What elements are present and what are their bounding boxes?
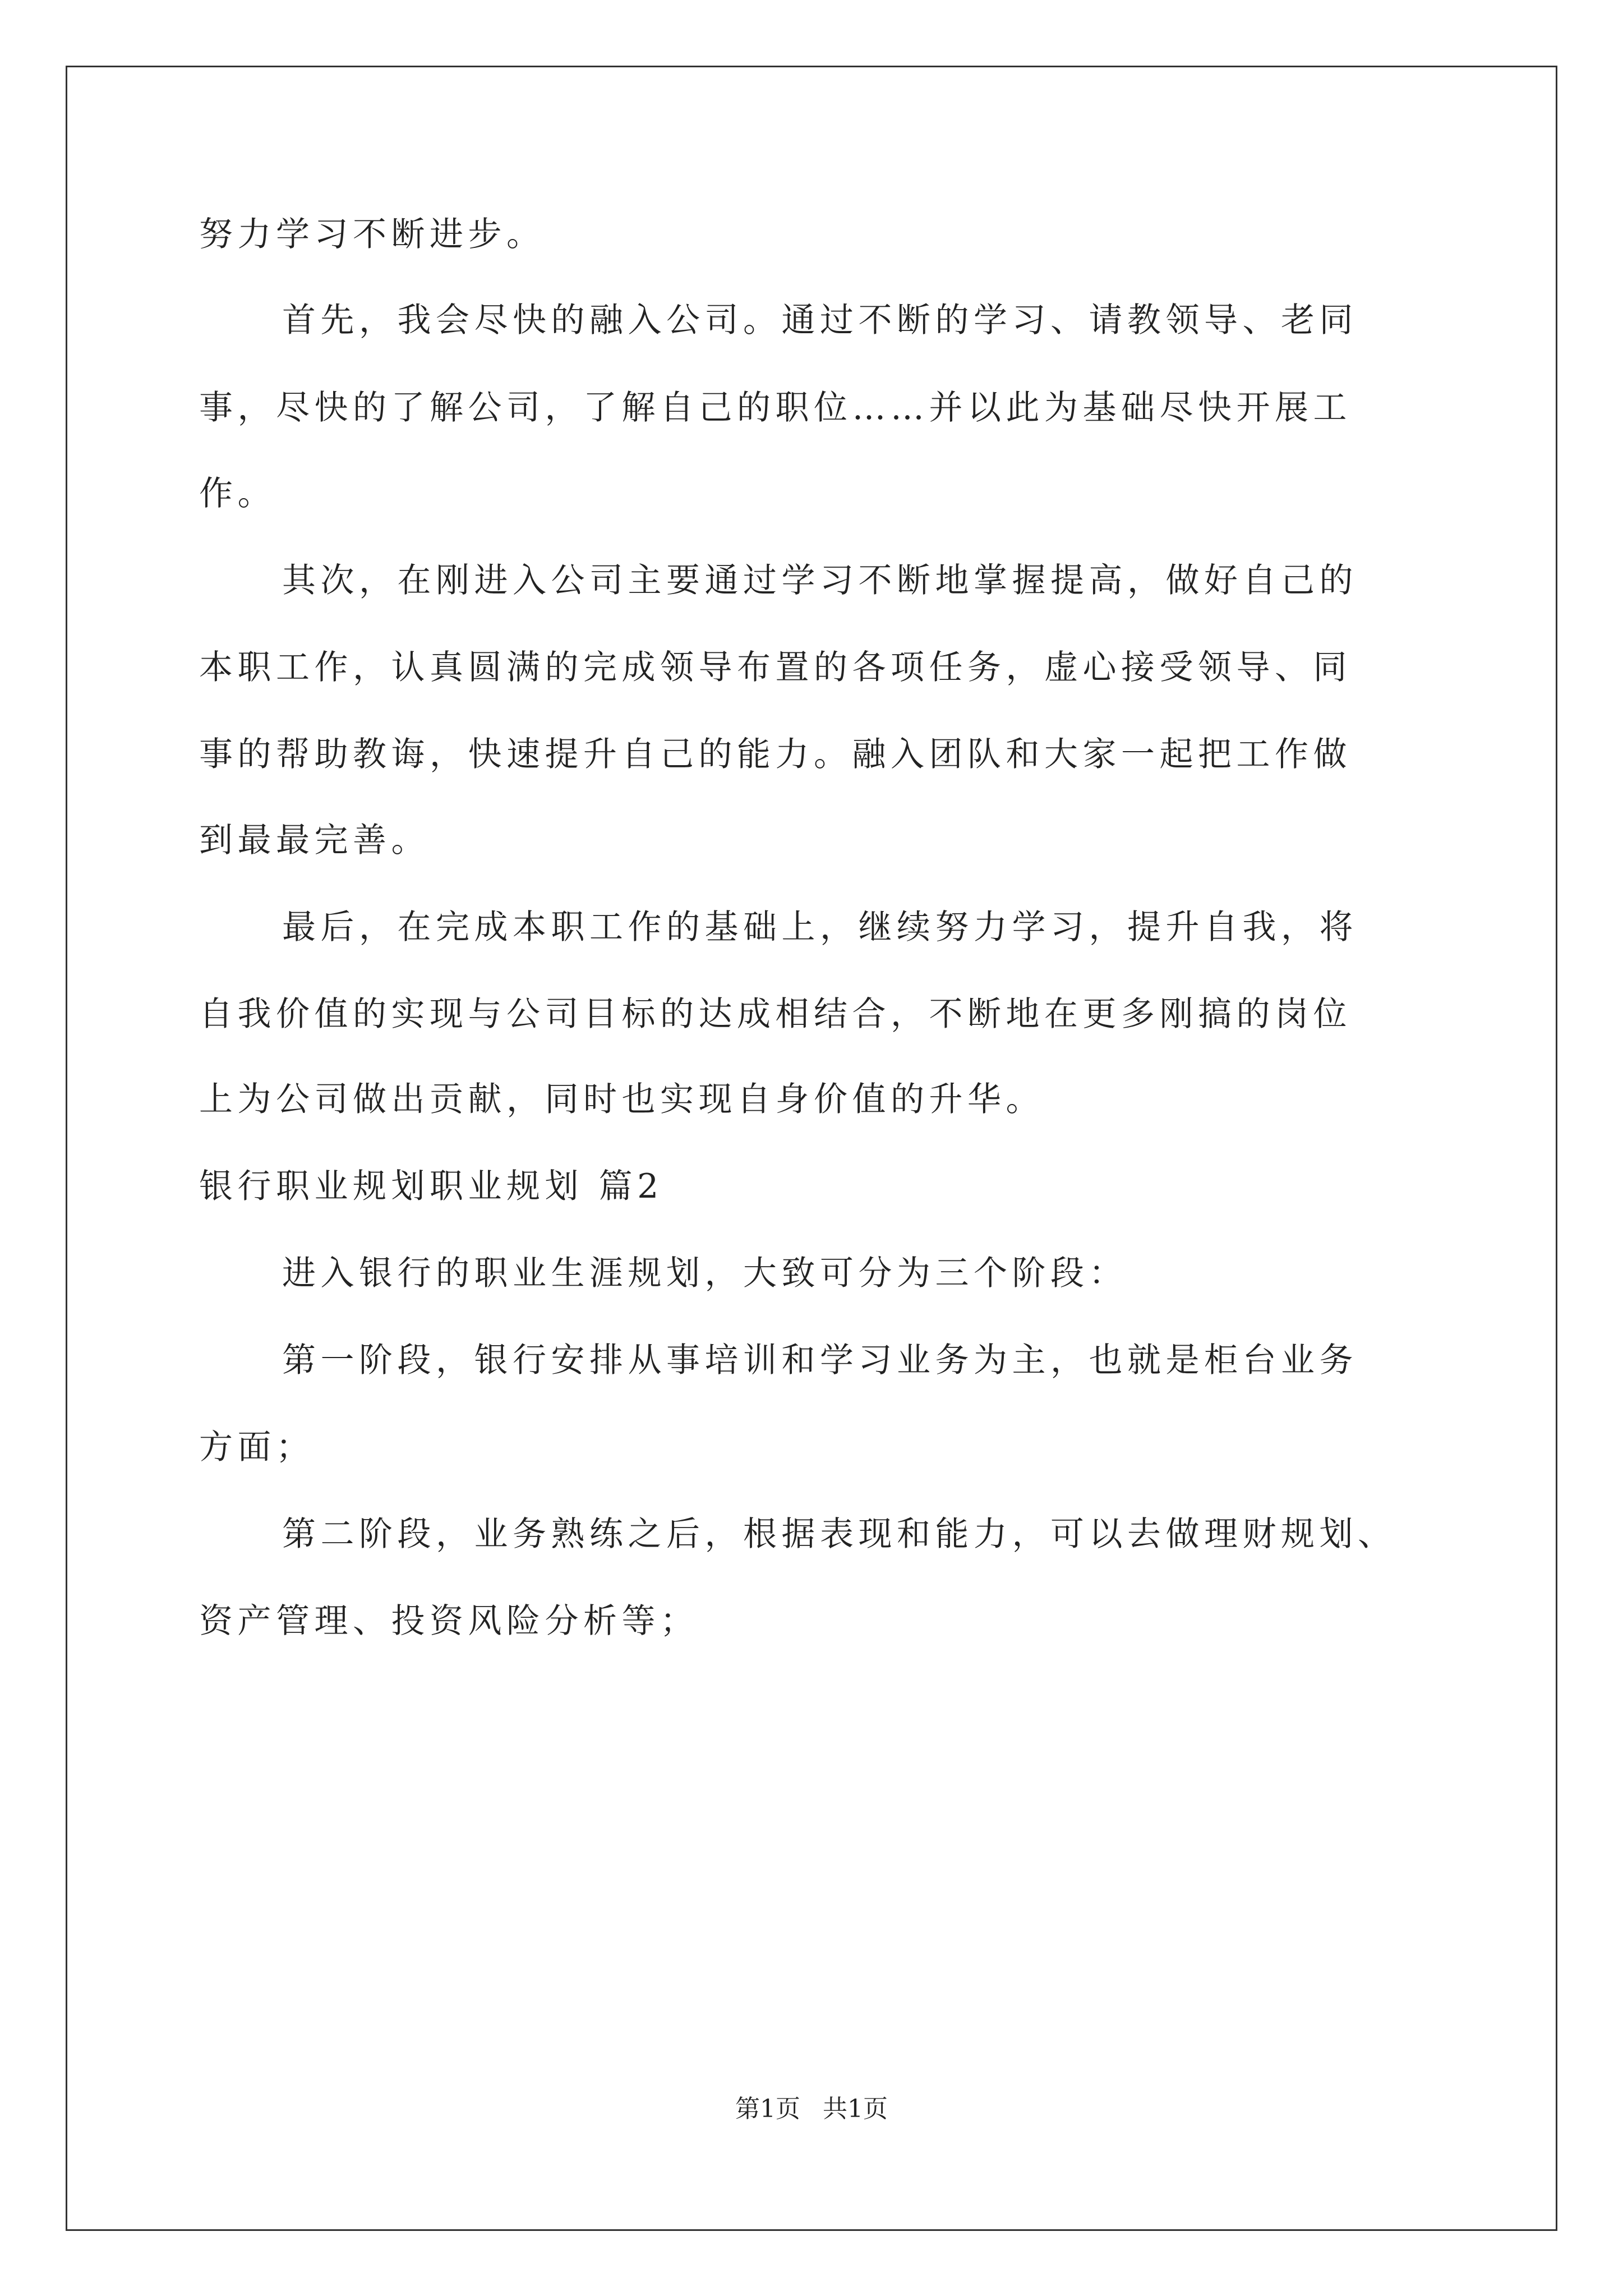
text-line: 事的帮助教诲，快速提升自己的能力。融入团队和大家一起把工作做 xyxy=(199,735,1352,774)
text-line: 到最最完善。 xyxy=(199,821,430,860)
paragraph-first-line: 首先，我会尽快的融入公司。通过不断的学习、请教领导、老同 xyxy=(282,301,1358,340)
page-total: 共1页 xyxy=(823,2095,888,2123)
text-line: 作。 xyxy=(199,474,276,513)
text-line: 本职工作，认真圆满的完成领导布置的各项任务，虚心接受领导、同 xyxy=(199,648,1352,687)
section-heading: 银行职业规划职业规划 篇2 xyxy=(199,1167,663,1206)
text-line: 自我价值的实现与公司目标的达成相结合，不断地在更多刚搞的岗位 xyxy=(199,995,1352,1034)
text-line: 上为公司做出贡献，同时也实现自身价值的升华。 xyxy=(199,1080,1044,1119)
text-line: 事，尽快的了解公司，了解自己的职位……并以此为基础尽快开展工 xyxy=(199,388,1352,427)
paragraph-first-line: 最后，在完成本职工作的基础上，继续努力学习，提升自我，将 xyxy=(282,908,1358,947)
text-line: 努力学习不断进步。 xyxy=(199,215,545,254)
paragraph-first-line: 其次，在刚进入公司主要通过学习不断地掌握提高，做好自己的 xyxy=(282,561,1358,600)
paragraph-first-line: 第一阶段，银行安排从事培训和学习业务为主，也就是柜台业务 xyxy=(282,1341,1358,1380)
paragraph-first-line: 进入银行的职业生涯规划，大致可分为三个阶段： xyxy=(282,1254,1127,1293)
page-footer xyxy=(0,2093,1623,2125)
text-line: 方面； xyxy=(199,1428,315,1467)
paragraph-first-line: 第二阶段，业务熟练之后，根据表现和能力，可以去做理财规划、 xyxy=(282,1515,1396,1554)
text-line: 资产管理、投资风险分析等； xyxy=(199,1602,699,1641)
page-number: 第1页 xyxy=(735,2095,800,2123)
